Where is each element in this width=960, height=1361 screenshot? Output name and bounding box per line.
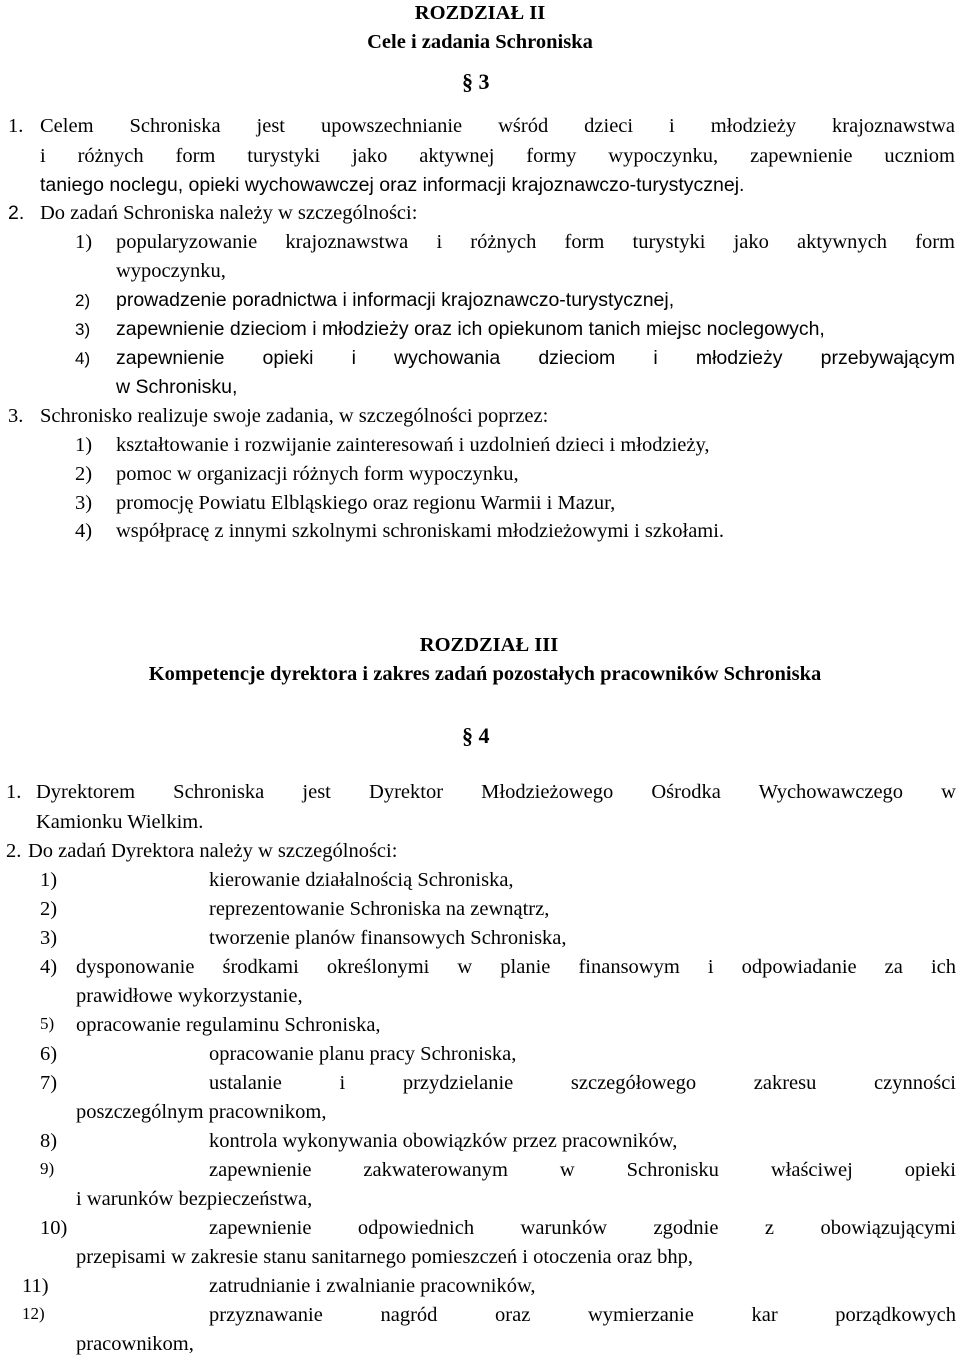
chapter-3-heading: ROZDZIAŁ III: [419, 634, 559, 656]
list-item-number: 7): [40, 1072, 58, 1094]
list-item-text: prawidłowe wykorzystanie,: [76, 985, 303, 1007]
list-item-number: 2): [75, 463, 93, 485]
list-item-text: popularyzowanie krajoznawstwa i różnych form turystyki jako aktywnych form: [116, 231, 955, 253]
list-item-number: 11): [22, 1275, 49, 1297]
list-item-number: 8): [40, 1130, 58, 1152]
list-item-number: 1): [75, 434, 93, 456]
list-item-number: 4): [75, 349, 91, 368]
paragraph-line: taniego noclegu, opieki wychowawczej oraz informacji krajoznawczo-turystycznej.: [40, 174, 745, 196]
paragraph-line: Dyrektorem Schroniska jest Dyrektor Młodzieżowego Ośrodka Wychowawczego w: [36, 781, 956, 803]
list-item-text: opracowanie planu pracy Schroniska,: [209, 1043, 517, 1065]
list-item-text: i warunków bezpieczeństwa,: [76, 1188, 313, 1210]
list-item-text: zapewnienie odpowiednich warunków zgodnie z obowiązującymi: [209, 1217, 956, 1239]
paragraph-text: Do zadań Schroniska należy w szczególności:: [40, 202, 418, 224]
paragraph-line: Celem Schroniska jest upowszechnianie wśród dzieci i młodzieży krajoznawstwa: [40, 115, 955, 137]
list-item-text: zatrudnianie i zwalnianie pracowników,: [209, 1275, 536, 1297]
section-4-mark: § 4: [462, 723, 490, 748]
paragraph-number: 1.: [8, 115, 24, 137]
list-item-text: promocję Powiatu Elbląskiego oraz regionu Warmii i Mazur,: [116, 492, 616, 514]
chapter-3-title: Kompetencje dyrektora i zakres zadań pozostałych pracowników Schroniska: [148, 663, 822, 685]
list-item-number: 3): [75, 492, 93, 514]
paragraph-line: Kamionku Wielkim.: [36, 811, 204, 833]
list-item-number: 2): [40, 898, 58, 920]
list-item-number: 12): [22, 1304, 45, 1323]
list-item-text: reprezentowanie Schroniska na zewnątrz,: [209, 898, 550, 920]
list-item-text: prowadzenie poradnictwa i informacji krajoznawczo-turystycznej,: [116, 289, 675, 311]
list-item-text: przepisami w zakresie stanu sanitarnego pomieszczeń i otoczenia oraz bhp,: [76, 1246, 694, 1268]
list-item-text: dysponowanie środkami określonymi w planie finansowym i odpowiadanie za ich: [76, 956, 956, 978]
list-item-text: zapewnienie dzieciom i młodzieży oraz ich opiekunom tanich miejsc noclegowych,: [116, 318, 825, 340]
section-3-mark: § 3: [462, 69, 490, 94]
paragraph-number: 1.: [6, 781, 22, 803]
list-item-text: kontrola wykonywania obowiązków przez pracowników,: [209, 1130, 678, 1152]
chapter-2-heading: ROZDZIAŁ II: [414, 2, 546, 24]
list-item-text: kierowanie działalnością Schroniska,: [209, 869, 514, 891]
paragraph-number: 2.: [8, 202, 25, 224]
list-item-text: kształtowanie i rozwijanie zainteresowań i uzdolnień dzieci i młodzieży,: [116, 434, 710, 456]
paragraph-text: Do zadań Dyrektora należy w szczególności:: [28, 840, 398, 862]
list-item-text: zapewnienie opieki i wychowania dzieciom i młodzieży przebywającym: [116, 347, 955, 369]
list-item-number: 3): [40, 927, 58, 949]
list-item-number: 4): [75, 520, 93, 542]
list-item-text: poszczególnym pracownikom,: [76, 1101, 327, 1123]
list-item-text: pracownikom,: [76, 1333, 194, 1355]
list-item-text: zapewnienie zakwaterowanym w Schronisku właściwej opieki: [209, 1159, 956, 1181]
list-item-text: tworzenie planów finansowych Schroniska,: [209, 927, 567, 949]
list-item-text: opracowanie regulaminu Schroniska,: [76, 1014, 381, 1036]
list-item-number: 10): [40, 1217, 68, 1239]
paragraph-text: Schronisko realizuje swoje zadania, w szczególności poprzez:: [40, 405, 549, 427]
paragraph-line: i różnych form turystyki jako aktywnej formy wypoczynku, zapewnienie uczniom: [40, 145, 955, 167]
list-item-number: 1): [75, 231, 93, 253]
list-item-text: wypoczynku,: [116, 260, 226, 282]
paragraph-number: 2.: [6, 840, 22, 862]
list-item-number: 5): [40, 1014, 55, 1033]
chapter-2-title: Cele i zadania Schroniska: [367, 31, 593, 53]
paragraph-number: 3.: [8, 405, 24, 427]
list-item-text: przyznawanie nagród oraz wymierzanie kar porządkowych: [209, 1304, 956, 1326]
list-item-number: 2): [75, 291, 91, 310]
list-item-text: w Schronisku,: [116, 376, 238, 398]
list-item-number: 9): [40, 1159, 55, 1178]
list-item-number: 6): [40, 1043, 58, 1065]
list-item-text: pomoc w organizacji różnych form wypoczynku,: [116, 463, 519, 485]
list-item-number: 1): [40, 869, 58, 891]
list-item-number: 4): [40, 956, 58, 978]
list-item-number: 3): [75, 320, 91, 339]
list-item-text: ustalanie i przydzielanie szczegółowego zakresu czynności: [209, 1072, 956, 1094]
list-item-text: współpracę z innymi szkolnymi schroniskami młodzieżowymi i szkołami.: [116, 520, 725, 542]
